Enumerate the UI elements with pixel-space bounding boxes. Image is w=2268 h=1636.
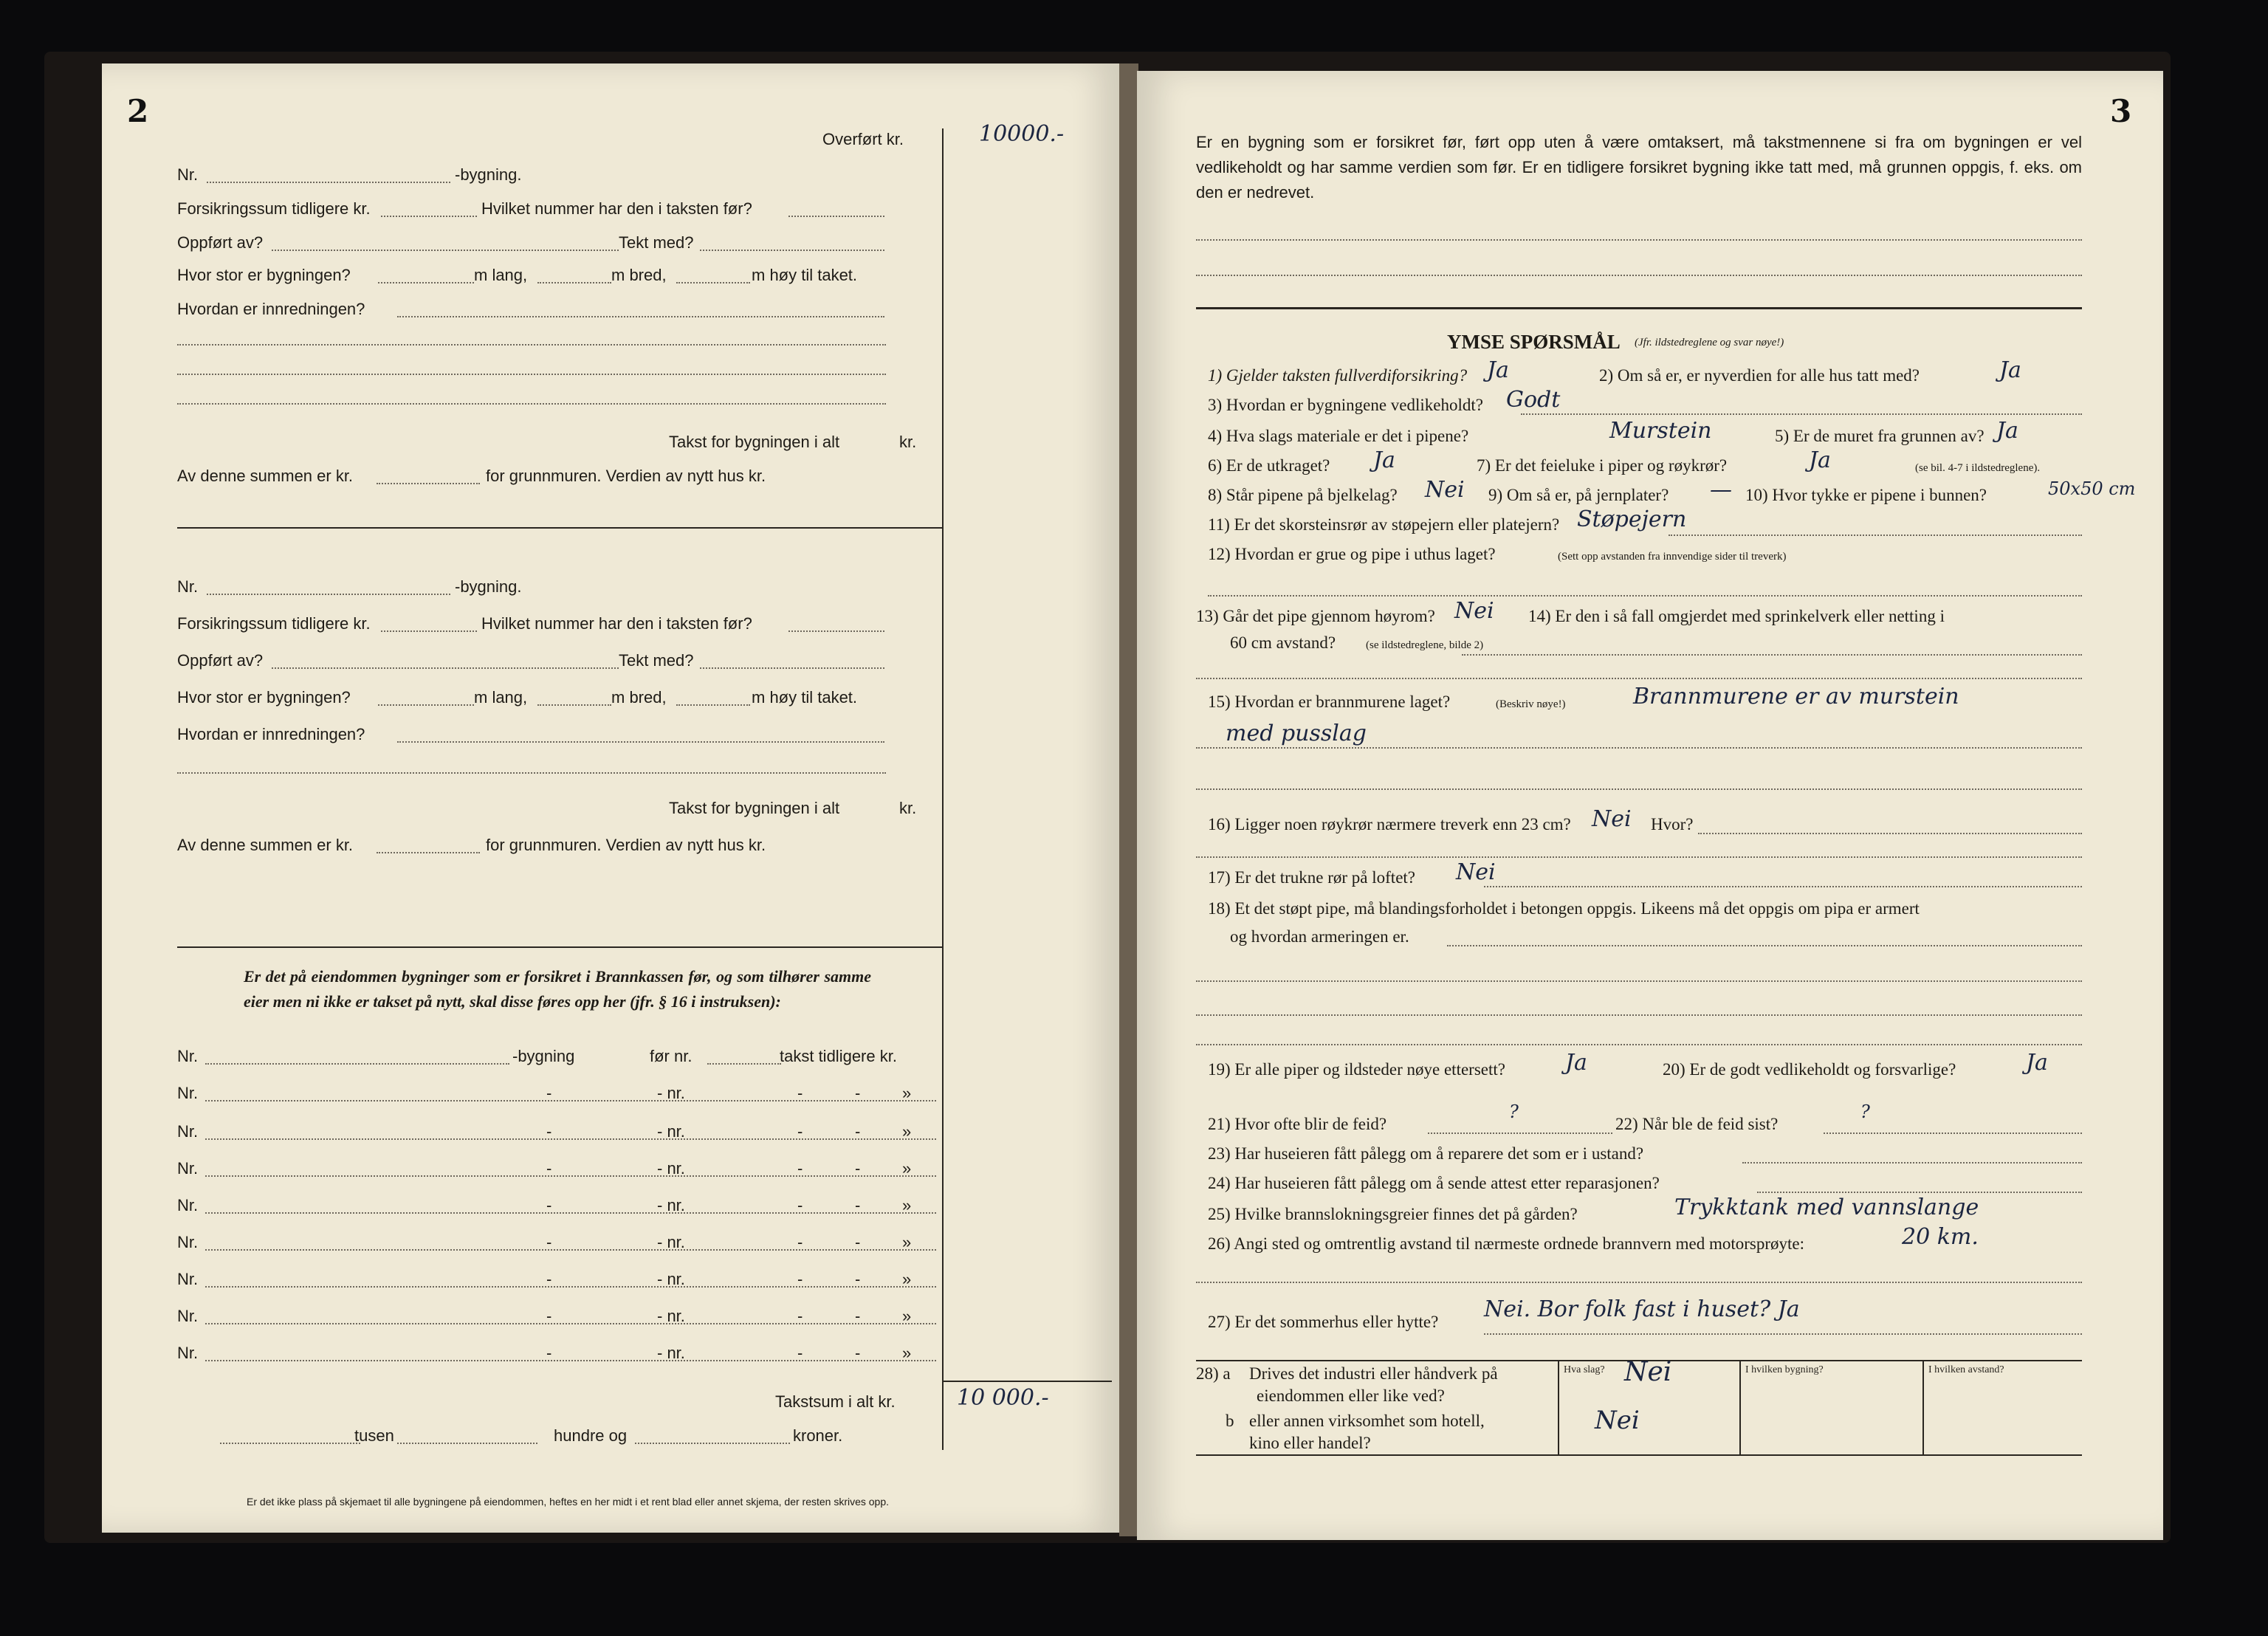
row-dash: - (797, 1307, 803, 1325)
tekt-label: Tekt med? (619, 651, 694, 670)
q13-label: 13) Går det pipe gjennom høyrom? (1196, 607, 1435, 625)
q18-label: 18) Et det støpt pipe, må blandingsforholdet i betongen oppgis. Likeens må det oppgis om pipa er armert (1208, 899, 1920, 918)
q21-label: 21) Hvor ofte blir de feid? (1208, 1115, 1387, 1133)
innredning-label: Hvordan er innredningen? (177, 725, 365, 743)
q4-label: 4) Hva slags materiale er det i pipene? (1208, 427, 1469, 445)
q12-note: (Sett opp avstanden fra innvendige sider til treverk) (1558, 551, 1787, 563)
row-for-nr: - nr. (657, 1344, 685, 1362)
row-dash: - (797, 1122, 803, 1141)
a25-answer: Trykktank med vannslange (1674, 1195, 1979, 1220)
q23-label: 23) Har huseieren fått pålegg om å reparere det som er i ustand? (1208, 1144, 1644, 1163)
row-dash: - (797, 1233, 803, 1251)
a7-answer: Ja (1809, 447, 1831, 473)
q11-label: 11) Er det skorsteinsrør av støpejern eller platejern? (1208, 515, 1560, 534)
a22-answer: ? (1860, 1101, 1870, 1122)
forsikringssum-label: Forsikringssum tidligere kr. (177, 614, 371, 633)
footer-note: Er det ikke plass på skjemaet til alle bygningene på eiendommen, heftes en her midt i et rent blad eller annet skjema, der resten skrives opp. (247, 1496, 890, 1508)
table-header-for-nr: før nr. (650, 1047, 693, 1065)
row-dash: - (797, 1270, 803, 1288)
a10-answer: 50x50 cm (2048, 478, 2136, 499)
a3-answer: Godt (1506, 387, 1561, 413)
q5-label: 5) Er de muret fra grunnen av? (1775, 427, 1984, 445)
q7-note: (se bil. 4-7 i ildstedreglene). (1915, 462, 2041, 474)
table-header-nr: Nr. (177, 1047, 199, 1065)
row-dash: - (546, 1270, 552, 1288)
a11-answer: Støpejern (1577, 506, 1687, 532)
row-dash: - (855, 1159, 861, 1178)
oppfort-label: Oppført av? (177, 233, 264, 252)
row-dash: - (546, 1307, 552, 1325)
row-dash: - (797, 1344, 803, 1362)
takst-label: Takst for bygningen i alt (669, 799, 840, 817)
row-for-nr: - nr. (657, 1084, 685, 1102)
row-dash: - (855, 1084, 861, 1102)
kroner-label: kroner. (793, 1426, 843, 1445)
section-heading: YMSE SPØRSMÅL (1447, 331, 1621, 353)
a5-answer: Ja (1996, 418, 2018, 444)
a21-answer: ? (1509, 1101, 1519, 1122)
a20-answer: Ja (2026, 1050, 2048, 1076)
hvilket-nummer-label: Hvilket nummer har den i taksten før? (481, 614, 752, 633)
for-grunnmuren-label: for grunnmuren. Verdien av nytt hus kr. (486, 836, 766, 854)
right-page (1137, 71, 2163, 1540)
q20-label: 20) Er de godt vedlikeholdt og forsvarlige? (1663, 1060, 1956, 1079)
row-dash: - (855, 1122, 861, 1141)
col-hvilken-avstand: I hvilken avstand? (1928, 1364, 2004, 1375)
q15-note: (Beskriv nøye!) (1496, 698, 1566, 710)
row-ditto: » (902, 1344, 912, 1362)
q28b-number: b (1226, 1412, 1234, 1430)
eiendom-note: Er det på eiendommen bygninger som er forsikret i Brannkassen før, og som tilhører samme eier men ni ikke er takset på nytt, skal disse føres opp her (jfr. § 16 i instruksen): (244, 967, 871, 1011)
q18b-label: og hvordan armeringen er. (1230, 927, 1409, 946)
row-nr: Nr. (177, 1122, 199, 1141)
hvilket-nummer-label: Hvilket nummer har den i taksten før? (481, 199, 752, 218)
q28a-number: 28) a (1196, 1364, 1231, 1383)
nr-label: Nr. (177, 577, 199, 596)
q16b-label: Hvor? (1651, 815, 1694, 834)
row-nr: Nr. (177, 1307, 199, 1325)
intro-paragraph: Er en bygning som er forsikret før, ført opp uten å være omtaksert, må takstmennene si fra om bygningen er vel vedlikeholdt og har samme verdien som før. Er en tidligere forsikret bygning ikke tatt med, må grunnen oppgis, f. eks. om den er nedrevet. (1196, 133, 2082, 202)
left-page (102, 63, 1121, 1533)
row-nr: Nr. (177, 1344, 199, 1362)
row-dash: - (546, 1159, 552, 1178)
a2-answer: Ja (1999, 357, 2021, 383)
tekt-label: Tekt med? (619, 233, 694, 252)
q8-label: 8) Står pipene på bjelkelag? (1208, 486, 1398, 504)
row-for-nr: - nr. (657, 1307, 685, 1325)
page-number: 2 (127, 93, 149, 129)
row-dash: - (546, 1084, 552, 1102)
q28b-label-line2: kino eller handel? (1249, 1434, 1371, 1452)
takstsum-label: Takstsum i alt kr. (775, 1392, 896, 1411)
hundre-og-label: hundre og (554, 1426, 628, 1445)
row-ditto: » (902, 1084, 912, 1102)
a15-answer-line2: med pusslag (1226, 721, 1367, 746)
a13-answer: Nei (1454, 598, 1494, 624)
a16-answer: Nei (1592, 806, 1632, 832)
takst-label: Takst for bygningen i alt (669, 433, 840, 451)
amount-column-divider (942, 128, 944, 1450)
table-header-takst: takst tidligere kr. (780, 1047, 897, 1065)
overfort-value: 10000.- (979, 121, 1065, 147)
row-ditto: » (902, 1122, 912, 1141)
av-denne-label: Av denne summen er kr. (177, 836, 354, 854)
q14-label: 14) Er den i så fall omgjerdet med sprinkelverk eller netting i (1528, 607, 1945, 625)
q3-label: 3) Hvordan er bygningene vedlikeholdt? (1208, 396, 1483, 414)
a1-answer: Ja (1487, 357, 1509, 383)
hvor-stor-label: Hvor stor er bygningen? (177, 688, 351, 707)
nr-label: Nr. (177, 165, 199, 184)
q25-label: 25) Hvilke brannslokningsgreier finnes det på gården? (1208, 1205, 1578, 1223)
a28a-answer: Nei (1624, 1357, 1672, 1387)
q9-label: 9) Om så er, på jernplater? (1488, 486, 1669, 504)
q16-label: 16) Ligger noen røykrør nærmere treverk enn 23 cm? (1208, 815, 1571, 834)
q15-label: 15) Hvordan er brannmurene laget? (1208, 692, 1451, 711)
row-dash: - (546, 1196, 552, 1214)
q22-label: 22) Når ble de feid sist? (1615, 1115, 1779, 1133)
row-nr: Nr. (177, 1270, 199, 1288)
row-nr: Nr. (177, 1159, 199, 1178)
row-dash: - (855, 1233, 861, 1251)
a26-answer: 20 km. (1902, 1224, 1979, 1250)
col-hvilken-bygning: I hvilken bygning? (1745, 1364, 1824, 1375)
takst-kr: kr. (899, 799, 917, 817)
q28a-label-line2: eiendommen eller like ved? (1257, 1386, 1445, 1405)
row-dash: - (855, 1196, 861, 1214)
page-number: 3 (2110, 93, 2132, 129)
m-lang-label: m lang, (474, 266, 528, 284)
section-divider (177, 527, 942, 529)
for-grunnmuren-label: for grunnmuren. Verdien av nytt hus kr. (486, 467, 766, 485)
q19-label: 19) Er alle piper og ildsteder nøye ettersett? (1208, 1060, 1505, 1079)
a19-answer: Ja (1565, 1050, 1587, 1076)
m-bred-label: m bred, (611, 266, 667, 284)
takst-kr: kr. (899, 433, 917, 451)
row-for-nr: - nr. (657, 1270, 685, 1288)
q27-label: 27) Er det sommerhus eller hytte? (1208, 1313, 1439, 1331)
row-nr: Nr. (177, 1084, 199, 1102)
m-bred-label: m bred, (611, 688, 667, 707)
a9-answer: — (1710, 477, 1732, 503)
q1-label: 1) Gjelder taksten fullverdiforsikring? (1208, 366, 1468, 385)
col-hva-slag: Hva slag? (1564, 1364, 1605, 1375)
av-denne-label: Av denne summen er kr. (177, 467, 354, 485)
a27-answer: Nei. Bor folk fast i huset? Ja (1484, 1296, 1800, 1322)
q14-note: (se ildstedreglene, bilde 2) (1366, 639, 1484, 651)
book-spine (1119, 63, 1138, 1536)
m-hoy-label: m høy til taket. (752, 266, 858, 284)
row-dash: - (855, 1307, 861, 1325)
m-hoy-label: m høy til taket. (752, 688, 858, 707)
row-dash: - (546, 1122, 552, 1141)
section-heading-note: (Jfr. ildstedreglene og svar nøye!) (1635, 337, 1784, 348)
row-ditto: » (902, 1196, 912, 1214)
q24-label: 24) Har huseieren fått pålegg om å sende attest etter reparasjonen? (1208, 1174, 1660, 1192)
section-divider (177, 946, 942, 948)
a28b-answer: Nei (1595, 1406, 1640, 1435)
row-ditto: » (902, 1159, 912, 1178)
table-header-bygning: -bygning (512, 1047, 575, 1065)
row-ditto: » (902, 1307, 912, 1325)
q2-label: 2) Om så er, er nyverdien for alle hus tatt med? (1599, 366, 1920, 385)
row-dash: - (546, 1233, 552, 1251)
q10-label: 10) Hvor tykke er pipene i bunnen? (1745, 486, 1987, 504)
a6-answer: Ja (1373, 447, 1395, 473)
bygning-label: -bygning. (455, 165, 522, 184)
row-for-nr: - nr. (657, 1122, 685, 1141)
takstsum-value: 10 000.- (957, 1385, 1049, 1411)
row-for-nr: - nr. (657, 1159, 685, 1178)
q7-label: 7) Er det feieluke i piper og røykrør? (1477, 456, 1728, 475)
row-ditto: » (902, 1270, 912, 1288)
a4-answer: Murstein (1609, 418, 1712, 444)
row-dash: - (855, 1344, 861, 1362)
row-for-nr: - nr. (657, 1233, 685, 1251)
forsikringssum-label: Forsikringssum tidligere kr. (177, 199, 371, 218)
row-dash: - (546, 1344, 552, 1362)
a15-answer-line1: Brannmurene er av murstein (1633, 684, 1959, 709)
a8-answer: Nei (1425, 477, 1465, 503)
m-lang-label: m lang, (474, 688, 528, 707)
row-dash: - (797, 1196, 803, 1214)
row-nr: Nr. (177, 1233, 199, 1251)
row-for-nr: - nr. (657, 1196, 685, 1214)
row-ditto: » (902, 1233, 912, 1251)
row-dash: - (797, 1159, 803, 1178)
oppfort-label: Oppført av? (177, 651, 264, 670)
q6-label: 6) Er de utkraget? (1208, 456, 1330, 475)
q14b-label: 60 cm avstand? (1230, 633, 1336, 652)
bygning-label: -bygning. (455, 577, 522, 596)
row-dash: - (855, 1270, 861, 1288)
q28b-label: eller annen virksomhet som hotell, (1249, 1412, 1485, 1430)
tusen-label: tusen (354, 1426, 394, 1445)
hvor-stor-label: Hvor stor er bygningen? (177, 266, 351, 284)
q28a-label: Drives det industri eller håndverk på (1249, 1364, 1498, 1383)
row-dash: - (797, 1084, 803, 1102)
innredning-label: Hvordan er innredningen? (177, 300, 365, 318)
q12-label: 12) Hvordan er grue og pipe i uthus laget? (1208, 545, 1496, 563)
q17-label: 17) Er det trukne rør på loftet? (1208, 868, 1415, 887)
a17-answer: Nei (1456, 859, 1496, 885)
overfort-label: Overført kr. (822, 130, 904, 148)
row-nr: Nr. (177, 1196, 199, 1214)
q26-label: 26) Angi sted og omtrentlig avstand til nærmeste ordnede brannvern med motorsprøyte: (1208, 1234, 1805, 1253)
